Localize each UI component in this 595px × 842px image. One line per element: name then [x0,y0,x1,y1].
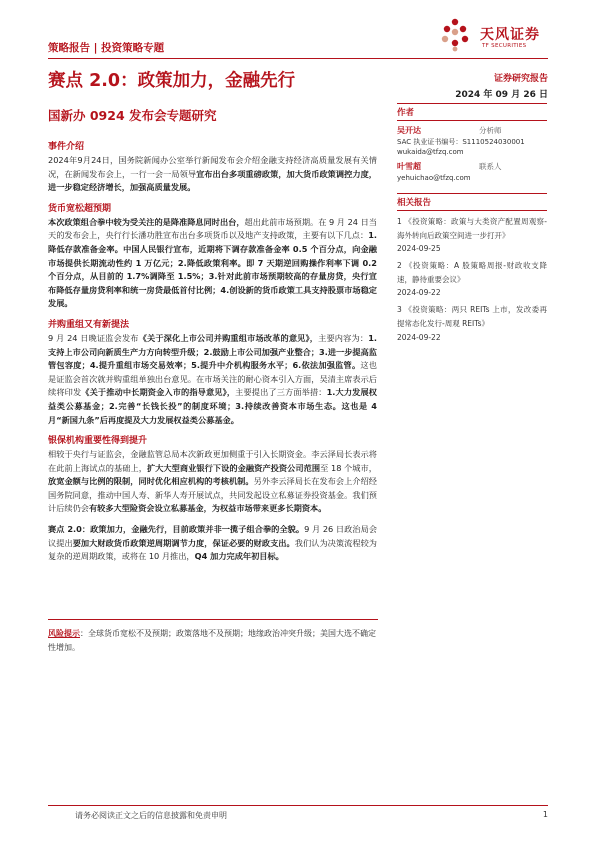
bold-text: 1.降低存款准备金率。中国人民银行宣布，近期将下调存款准备金率 0.5 个百分点，向金融市场提供长期流动性约 1 万亿元；2.降低政策利率。即 7 天期逆回购操作利率下调 0.2 个百分点，从目前的 1.7%调降至 1.5%；3.针对此前市场预期较高的存量房贷，央行宣布降低存量房贷利率和统一房贷最低首付比例；4.创设新的货币政策工具支持股票市场稳定发展。 [48,230,377,309]
bold-text: 要加大财政货币政策逆周期调节力度，保证必要的财政支出。 [72,537,295,548]
body-paragraph [48,216,377,311]
related-report-link[interactable]: 2 《投资策略：A 股策略周报-财政收支降速，静待重要会议》 [397,261,547,284]
author-role: 分析师 [479,126,502,135]
section-heading: 银保机构重要性得到提升 [48,436,148,447]
bold-text: 扩大大型商业银行下设的金融资产投资公司范围 [146,462,321,473]
main-body [48,140,377,571]
author-name: 叶雪超 [397,162,421,171]
company-logo [440,12,560,58]
sidebar-divider [397,210,547,211]
sidebar-divider [397,120,547,121]
bold-text: 《关于深化上市公司并购重组市场改革的意见》， [138,332,319,343]
report-category: 策略报告 | 投资策略专题 [48,42,165,54]
risk-label: 风险提示 [48,629,80,638]
related-report-date: 2024-09-22 [397,288,441,298]
sidebar-divider [397,103,547,104]
risk-text: ：全球货币宽松不及预期；政策落地不及预期；地缘政治冲突升级；美国大选不确定性增加。 [48,629,376,652]
footer-disclaimer: 请务必阅读正文之后的信息披露和免责申明 [75,811,227,820]
body-text: 这也是证监会首次就并购重组单独出台意见。在市场关注的耐心资本引入方面，吴清主席表示后续将印发 [48,360,377,398]
logo-text: 天风证券 [480,27,540,43]
related-report-link[interactable]: 1 《投资策略：政策与大类资产配置周观察-海外转向后政策空间进一步打开》 [397,217,547,240]
author-email[interactable]: yehuichao@tfzq.com [397,174,471,182]
bold-text: 宣布出台多项重磅政策，加大货币政策调控力度，进一步稳定经济增长，加强高质量发展。 [48,168,377,193]
logo-mark-icon [440,18,470,52]
bold-text: 放宽金额与比例的限制，同时优化相应机构的考核机制。 [48,476,254,487]
body-text: 相较于央行与证监会，金融监管总局本次新政更加侧重于引入长期资金。李云泽局长表示将在此前上海试点的基础上， [48,449,377,473]
bold-text: 1.大力发展权益类公募基金；2.完善“长钱长投”的制度环境；3.持续改善资本市场生态。这也是 4 月“新国九条”后再度提及大力发展权益类公募基金。 [48,387,377,425]
body-paragraph [48,523,377,564]
body-text: 另外李云泽局长在发布会上介绍经国务院同意，推动中国人寿、新华人寿开展试点，共同发起设立私募证券投资基金。我们预计后续仍会 [48,476,377,514]
header-divider [48,58,548,59]
body-paragraph [48,332,377,427]
sidebar [397,103,547,348]
author-role: 联系人 [479,162,502,171]
body-paragraph [48,448,377,516]
related-reports-heading: 相关报告 [397,198,432,208]
author-name: 吴开达 [397,126,421,135]
report-date: 2024 年 09 月 26 日 [455,90,548,100]
body-text: 主要内容为： [318,332,369,343]
bold-text: 本次政策组合拳中较为受关注的是降准降息同时出台， [48,216,245,227]
body-text: 主要提出了三方面举措： [235,387,327,398]
report-type: 证券研究报告 [493,74,548,84]
section-heading: 货币宽松超预期 [48,203,112,214]
body-text: 我们认为决策流程较为复杂的逆周期政策，或将在 10 月推出， [48,537,377,562]
authors-heading: 作者 [397,108,415,118]
related-report-link[interactable]: 3 《投资策略：两只 REITs 上市，发改委再提常态化发行-周观 REITs》 [397,305,547,328]
author-block [397,161,547,183]
page-number: 1 [542,810,548,819]
author-email[interactable]: wukaida@tfzq.com [397,148,464,156]
related-report-date: 2024-09-25 [397,244,441,254]
bold-text: 有较多大型险资会设立私募基金，为权益市场带来更多长期资本。 [88,503,327,514]
section-heading: 事件介绍 [48,142,85,152]
body-text: 超出此前市场预期。在 9 月 24 日当天的发布会上，央行行长潘功胜宣布出台多项货币以及地产支持政策，主要有以下几点： [48,216,377,241]
sidebar-divider [397,193,547,194]
footer-divider [48,805,548,806]
related-report-date: 2024-09-22 [397,332,441,342]
bold-text: 1.支持上市公司向新质生产力方向转型升级；2.鼓励上市公司加强产业整合；3.进一步提高监管包容度；4.提升重组市场交易效率；5.提升中介机构服务水平；6.依法加强监管。 [48,332,377,371]
body-text: 9 月 26 日政治局会议提出 [48,524,378,548]
body-text: 9 月 24 日晚证监会发布 [48,332,139,343]
bold-text: 《关于推动中长期资金入市的指导意见》， [81,387,236,398]
body-text: 2024年9月24日，国务院新闻办公室举行新闻发布会介绍金融支持经济高质量发展有关情况，在新闻发布会上，一行一会一局领导 [48,155,377,179]
bold-text: 赛点 2.0：政策加力，金融先行，目前政策并非一揽子组合拳的全貌。 [48,524,305,535]
body-text: 至 18 个城市， [320,462,377,473]
section-heading: 并购重组又有新提法 [48,319,130,330]
body-paragraph [48,154,377,195]
author-cert: SAC 执业证书编号：S1110524030001 [397,138,525,146]
risk-warning [48,627,378,655]
report-title: 赛点 2.0：政策加力，金融先行 [48,71,296,91]
logo-subtext: TF SECURITIES [482,43,527,49]
risk-divider [48,619,378,620]
bold-text: Q4 加力完成年初目标。 [194,551,284,562]
report-subtitle: 国新办 0924 发布会专题研究 [48,108,217,123]
author-block [397,125,547,157]
